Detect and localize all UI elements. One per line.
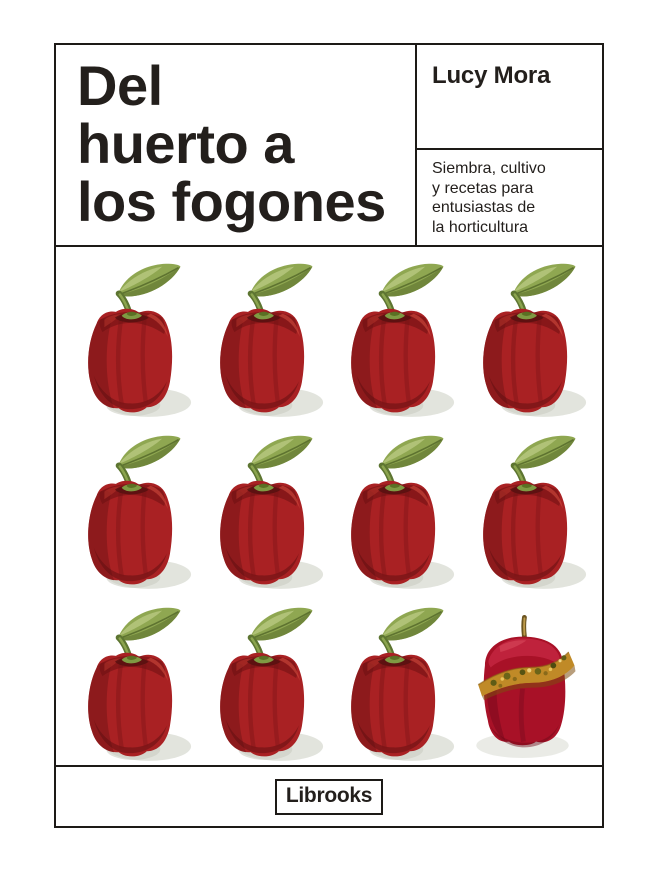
pepper-cell [457,249,589,421]
title-line-1: Del [77,54,163,117]
cover-frame [54,43,604,828]
title-line-3: los fogones [77,170,386,233]
red-bell-pepper-icon [194,422,325,592]
author-name: Lucy Mora [432,62,551,89]
red-bell-pepper-icon [62,422,193,592]
subtitle-line-4: la horticultura [432,218,529,236]
title-line-2: huerto a [77,112,294,175]
pepper-cell [325,593,457,765]
pepper-cell [194,421,326,593]
author-box [417,45,602,150]
subtitle-line-1: Siembra, cultivo [432,160,546,177]
footer-strip [56,767,602,826]
pepper-cell [194,593,326,765]
pepper-cell [325,249,457,421]
pepper-cell-stuffed [457,593,589,765]
pepper-cell [62,421,194,593]
pepper-cell [194,249,326,421]
red-bell-pepper-icon [325,594,456,764]
red-bell-pepper-icon [457,422,588,592]
stuffed-pepper-gratin-icon [457,594,588,764]
red-bell-pepper-icon [325,250,456,420]
title-block [56,45,415,245]
pepper-cell [62,593,194,765]
subtitle-box [417,150,602,245]
red-bell-pepper-icon [457,250,588,420]
publisher-logo-text: Librooks [285,783,373,807]
red-bell-pepper-icon [194,594,325,764]
red-bell-pepper-icon [325,422,456,592]
subtitle-line-3: entusiastas de [432,199,536,216]
pepper-cell [62,249,194,421]
book-title [77,54,415,233]
pepper-grid [56,247,602,767]
cover-header [56,45,602,247]
red-bell-pepper-icon [62,594,193,764]
pepper-cell [457,421,589,593]
red-bell-pepper-icon [62,250,193,420]
header-right-column [415,45,602,245]
publisher-logo-box [275,779,383,815]
subtitle-line-2: y recetas para [432,179,534,197]
red-bell-pepper-icon [194,250,325,420]
pepper-cell [325,421,457,593]
